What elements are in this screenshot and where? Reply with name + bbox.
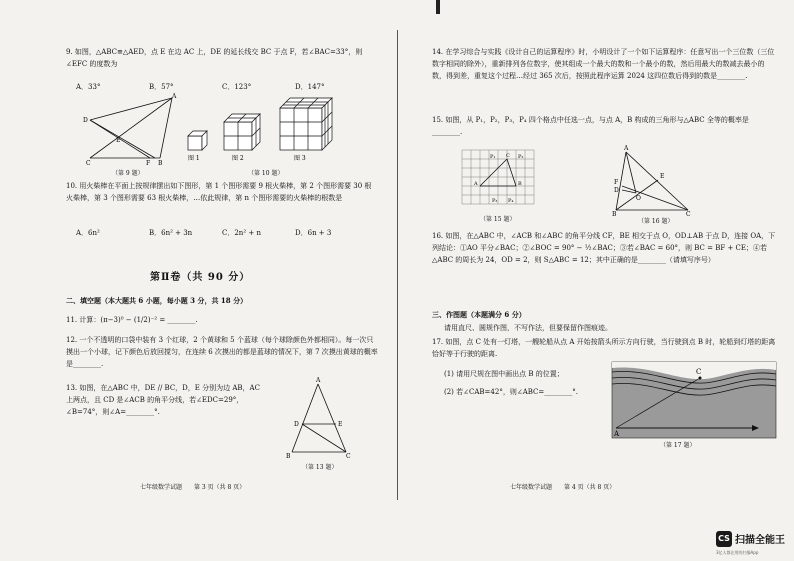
fig13-label-e: E	[338, 421, 343, 428]
fig17-label-c: C	[696, 368, 702, 376]
right-page-footer: 七年级数学试题 第 4 页（共 8 页）	[510, 484, 616, 491]
question-15-text: 15. 如图，从 P₁，P₂，P₃，P₄ 四个格点中任选一点，与点 A，B 构成的三角形与△ABC 全等的概率是________.	[432, 116, 749, 136]
figure-10-caption: （第 10 题）	[248, 170, 284, 177]
cs-logo-icon: CS	[716, 531, 732, 547]
fig16-label-e: E	[660, 173, 665, 180]
q10-option-d: D．6n + 3	[295, 229, 332, 237]
fig9-label-e: E	[116, 137, 121, 144]
section-2-title: 第Ⅱ卷（共 90 分）	[150, 272, 251, 283]
question-14-text: 14. 在学习综合与实践《设计自己的运算程序》时，小明设计了一个如下运算程序：任意写出一个三位数（三位数字相同的除外），重新排列各位数字，使其组成一个最大的数和一个最小的数，然后用最大的数减去最小的数，得到差，重复这个过程…经过 365 次后，按照此程序运算 2024 这四位数后得到的数是________.	[432, 48, 775, 80]
q9-option-b: B．57°	[149, 83, 174, 91]
fig15-label-p2: P₂	[518, 154, 524, 160]
logo-name: 扫描全能王	[735, 535, 785, 546]
fig9-label-f: F	[146, 160, 151, 167]
question-9-text: 9. 如图，△ABC≌△AED，点 E 在边 AC 上，DE 的延长线交 BC 于点 F，若∠BAC=33°，则∠EFC 的度数为	[66, 48, 363, 68]
fig16-label-b: B	[612, 211, 617, 218]
question-13-text: 13. 如图，在△ABC 中，DE // BC，D，E 分别为边 AB，AC 上两点，且 CD 是∠ACB 的角平分线，若∠EDC=29°，∠B=74°，则∠A=________°.	[66, 384, 260, 416]
figure-15	[462, 150, 534, 212]
fig15-label-p1: P₁	[490, 154, 496, 160]
fig10-label-1: 图 1	[188, 155, 200, 162]
fig9-label-d: D	[83, 117, 88, 124]
fig15-label-p3: P₃	[492, 198, 498, 204]
right-page	[398, 0, 794, 561]
figure-17	[612, 362, 776, 438]
q9-option-c: C．123°	[222, 83, 252, 91]
question-17-part-2: (2) 若∠CAB=42°，则∠ABC=________°.	[444, 388, 578, 396]
scanner-watermark	[716, 529, 794, 561]
question-17-text: 17. 如图，点 C 处有一灯塔，一艘轮船从点 A 开始按箭头所示方向行驶，当行驶到点 B 时，轮船到灯塔的距离恰好等于行驶的距离.	[432, 338, 776, 358]
fig17-label-a: A	[614, 430, 620, 438]
figure-13-caption: （第 13 题）	[302, 464, 338, 471]
fig15-label-p4: P₄	[508, 198, 514, 204]
fig16-label-c: C	[686, 211, 691, 218]
fig13-label-d: D	[294, 421, 299, 428]
q10-option-a: A．6n²	[76, 229, 100, 237]
fig16-label-f: F	[614, 179, 619, 186]
section-3-heading: 三、作图题（本题满分 6 分）	[432, 310, 526, 319]
fig13-label-b: B	[286, 453, 291, 460]
figure-16	[612, 145, 692, 218]
section-3-note: 请用直尺、圆规作图，不写作法，但要保留作图痕迹。	[444, 324, 612, 332]
figure-15-caption: （第 15 题）	[480, 216, 516, 223]
section-2-heading: 二、填空题（本大题共 6 小题，每小题 3 分，共 18 分）	[66, 296, 248, 305]
question-9-options	[76, 82, 376, 92]
figure-9-caption: （第 9 题）	[112, 170, 144, 177]
fig16-label-d: D	[614, 187, 619, 194]
fig13-label-a: A	[316, 377, 321, 384]
fig15-label-c: C	[506, 153, 510, 159]
question-11-text: 11. 计算：(π−3)⁰ − (1/2)⁻² = ________.	[66, 316, 198, 324]
fig15-label-a: A	[474, 181, 478, 187]
fig10-label-3: 图 3	[294, 155, 306, 162]
q9-option-a: A．33°	[76, 83, 101, 91]
figure-13	[286, 377, 356, 460]
fig9-label-b: B	[158, 160, 163, 167]
logo-tagline: 3亿人都在用的扫描App	[716, 550, 759, 555]
figure-17-caption: （第 17 题）	[660, 442, 696, 449]
question-12-text: 12. 一个不透明的口袋中装有 3 个红球，2 个黄球和 5 个蓝球（每个球除颜色外都相同）。每一次只摸出一个小球，记下颜色后放回搅匀，在连续 6 次摸出的都是蓝球的情况下，第 7 次摸出黄球的概率是________.	[66, 336, 378, 368]
question-10-text: 10. 用火柴棒在平面上按规律摆出如下图形，第 1 个图形需要 9 根火柴棒，第 2 个图形需要 30 根火柴棒，第 3 个图形需要 63 根火柴棒，…依此规律，第 n 个图形需要的火柴棒的根数是	[66, 182, 372, 202]
q10-option-b: B．6n² + 3n	[149, 229, 193, 237]
question-17-part-1: (1) 请用尺规在图中画出点 B 的位置；	[444, 370, 564, 378]
figure-16-caption: （第 16 题）	[638, 218, 674, 225]
fig16-label-o: O	[636, 195, 641, 202]
q9-option-d: D．147°	[295, 83, 325, 91]
question-10-options	[76, 228, 376, 238]
figure-9	[80, 94, 180, 166]
figure-10	[182, 98, 342, 162]
fig16-label-a: A	[624, 145, 629, 152]
fig10-label-2: 图 2	[232, 155, 244, 162]
left-page-footer: 七年级数学试题 第 3 页（共 8 页）	[140, 484, 246, 491]
fig13-label-c: C	[346, 453, 351, 460]
fig9-label-c: C	[86, 160, 91, 167]
question-16-text: 16. 如图，在△ABC 中，∠ACB 和∠ABC 的角平分线 CF，BE 相交于点 O，OD⊥AB 于点 D，连接 OA，下列结论：①AO 平分∠BAC；②∠BOC = 90° − ½∠BAC；③若∠BAC = 60°，则 BC = BF + CE；④若△ABC 的周长为 24，OD = 2，则 S△ABC = 12；其中正确的是________（请填写序号）	[432, 232, 776, 264]
fig15-label-b: B	[518, 181, 522, 187]
q10-option-c: C．2n² + n	[222, 229, 261, 237]
fig9-label-a: A	[172, 93, 177, 100]
